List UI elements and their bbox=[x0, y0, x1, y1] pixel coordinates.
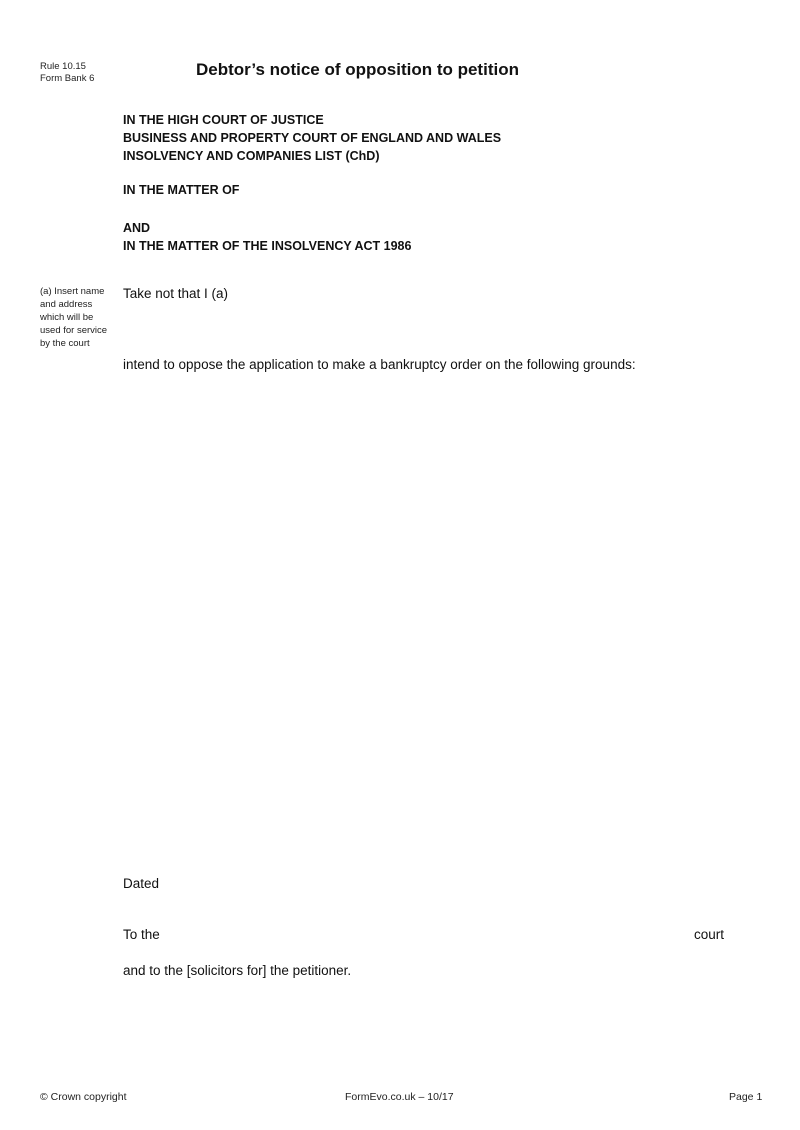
margin-note-line: (a) Insert name bbox=[40, 286, 105, 297]
court-line-2: BUSINESS AND PROPERTY COURT OF ENGLAND AND WALES bbox=[123, 131, 502, 145]
form-reference bbox=[40, 61, 94, 85]
margin-note-line: and address bbox=[40, 299, 93, 310]
dated-label: Dated bbox=[123, 876, 160, 891]
margin-note-line: by the court bbox=[40, 338, 90, 349]
grounds-intro-text: intend to oppose the application to make a bankruptcy order on the following grounds: bbox=[123, 357, 636, 372]
page-title: Debtor’s notice of opposition to petition bbox=[196, 60, 519, 79]
footer-page-number: Page 1 bbox=[729, 1091, 763, 1103]
to-the-label: To the bbox=[123, 927, 160, 942]
matter-act-block bbox=[123, 219, 411, 255]
footer-copyright: © Crown copyright bbox=[40, 1091, 127, 1103]
petitioner-line: and to the [solicitors for] the petitioner. bbox=[123, 963, 352, 978]
form-number: Form Bank 6 bbox=[40, 73, 95, 84]
margin-note-line: used for service bbox=[40, 325, 108, 336]
footer-source: FormEvo.co.uk – 10/17 bbox=[345, 1091, 454, 1103]
in-the-matter-of: IN THE MATTER OF bbox=[123, 183, 240, 197]
court-heading bbox=[123, 111, 501, 165]
margin-note bbox=[40, 285, 115, 350]
court-label: court bbox=[694, 927, 725, 942]
insolvency-act-line: IN THE MATTER OF THE INSOLVENCY ACT 1986 bbox=[123, 239, 412, 253]
take-notice-text: Take not that I (a) bbox=[123, 286, 229, 301]
and-label: AND bbox=[123, 221, 151, 235]
margin-note-line: which will be bbox=[40, 312, 94, 323]
court-line-1: IN THE HIGH COURT OF JUSTICE bbox=[123, 113, 324, 127]
court-line-3: INSOLVENCY AND COMPANIES LIST (ChD) bbox=[123, 149, 380, 163]
rule-number: Rule 10.15 bbox=[40, 61, 86, 72]
